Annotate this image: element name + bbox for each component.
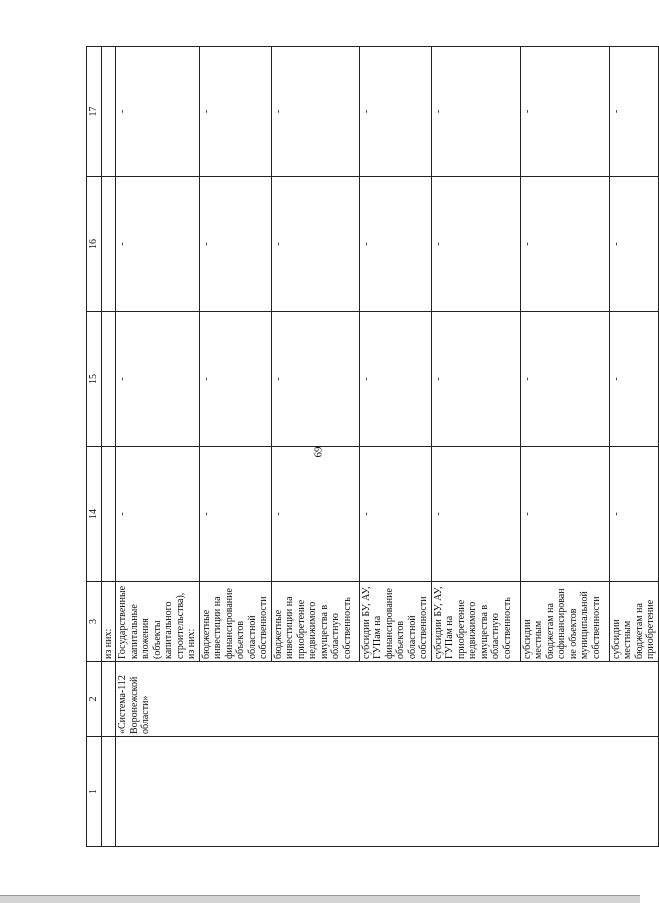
table-cell bbox=[101, 662, 116, 737]
table-cell: - bbox=[520, 312, 609, 447]
table-cell bbox=[116, 737, 659, 847]
column-header: 16 bbox=[87, 177, 102, 312]
table-cell: - bbox=[116, 177, 200, 312]
column-header: 17 bbox=[87, 47, 102, 177]
table-cell: - bbox=[431, 47, 520, 177]
column-header: 3 bbox=[87, 582, 102, 662]
table-cell: - bbox=[520, 177, 609, 312]
table-cell: - bbox=[609, 47, 658, 177]
rotated-table-container bbox=[86, 47, 656, 847]
page-number: 69 bbox=[312, 446, 325, 458]
table-cell: - bbox=[359, 47, 431, 177]
table-cell: субсидии БУ, АУ, ГУПам на приобретение недвижимого имущества в областную собственность bbox=[431, 582, 520, 662]
table-cell: - bbox=[116, 447, 200, 582]
header-row bbox=[87, 47, 102, 847]
table-cell: субсидии местным бюджетам на приобретение bbox=[609, 582, 658, 662]
column-header: 1 bbox=[87, 737, 102, 847]
table-cell: - bbox=[271, 47, 359, 177]
column-header: 14 bbox=[87, 447, 102, 582]
table-cell: - bbox=[431, 312, 520, 447]
table-cell: - bbox=[271, 447, 359, 582]
table-cell: - bbox=[199, 312, 271, 447]
table-row bbox=[101, 47, 116, 847]
table-cell: из них: bbox=[101, 582, 116, 662]
table-cell: - bbox=[609, 312, 658, 447]
table-cell bbox=[101, 177, 116, 312]
table-cell: субсидии местным бюджетам на софинансирование объектов муниципальной собственности bbox=[520, 582, 609, 662]
data-table bbox=[86, 46, 659, 847]
table-cell: бюджетные инвестиции на финансирование объектов областной собственности bbox=[199, 582, 271, 662]
table-cell: - bbox=[199, 47, 271, 177]
table-cell: - bbox=[271, 177, 359, 312]
column-header: 2 bbox=[87, 662, 102, 737]
bottom-edge-strip bbox=[0, 895, 640, 903]
table-cell: - bbox=[431, 177, 520, 312]
table-cell: - bbox=[520, 47, 609, 177]
table-cell: бюджетные инвестиции на приобретение недвижимого имущества в областную собственность bbox=[271, 582, 359, 662]
table-cell: - bbox=[431, 447, 520, 582]
table-cell: - bbox=[199, 447, 271, 582]
table-cell bbox=[101, 737, 116, 847]
table-cell: - bbox=[609, 177, 658, 312]
table-cell: - bbox=[359, 447, 431, 582]
table-cell: - bbox=[359, 177, 431, 312]
table-cell bbox=[101, 47, 116, 177]
table-cell: - bbox=[116, 312, 200, 447]
table-cell: - bbox=[609, 447, 658, 582]
table-cell bbox=[101, 312, 116, 447]
table-cell bbox=[101, 447, 116, 582]
table-cell: Государственные капитальные вложения (объекты капитального строительства), из них: bbox=[116, 582, 200, 662]
table-cell: субсидии БУ, АУ, ГУПам на финансирование объектов областной собственности bbox=[359, 582, 431, 662]
table-cell: - bbox=[520, 447, 609, 582]
table-row bbox=[116, 47, 200, 847]
table-cell: - bbox=[359, 312, 431, 447]
table-cell: - bbox=[271, 312, 359, 447]
table-cell: - bbox=[116, 47, 200, 177]
program-name-cell: «Система-112 Воронежской области» bbox=[116, 662, 659, 737]
column-header: 15 bbox=[87, 312, 102, 447]
table-cell: - bbox=[199, 177, 271, 312]
